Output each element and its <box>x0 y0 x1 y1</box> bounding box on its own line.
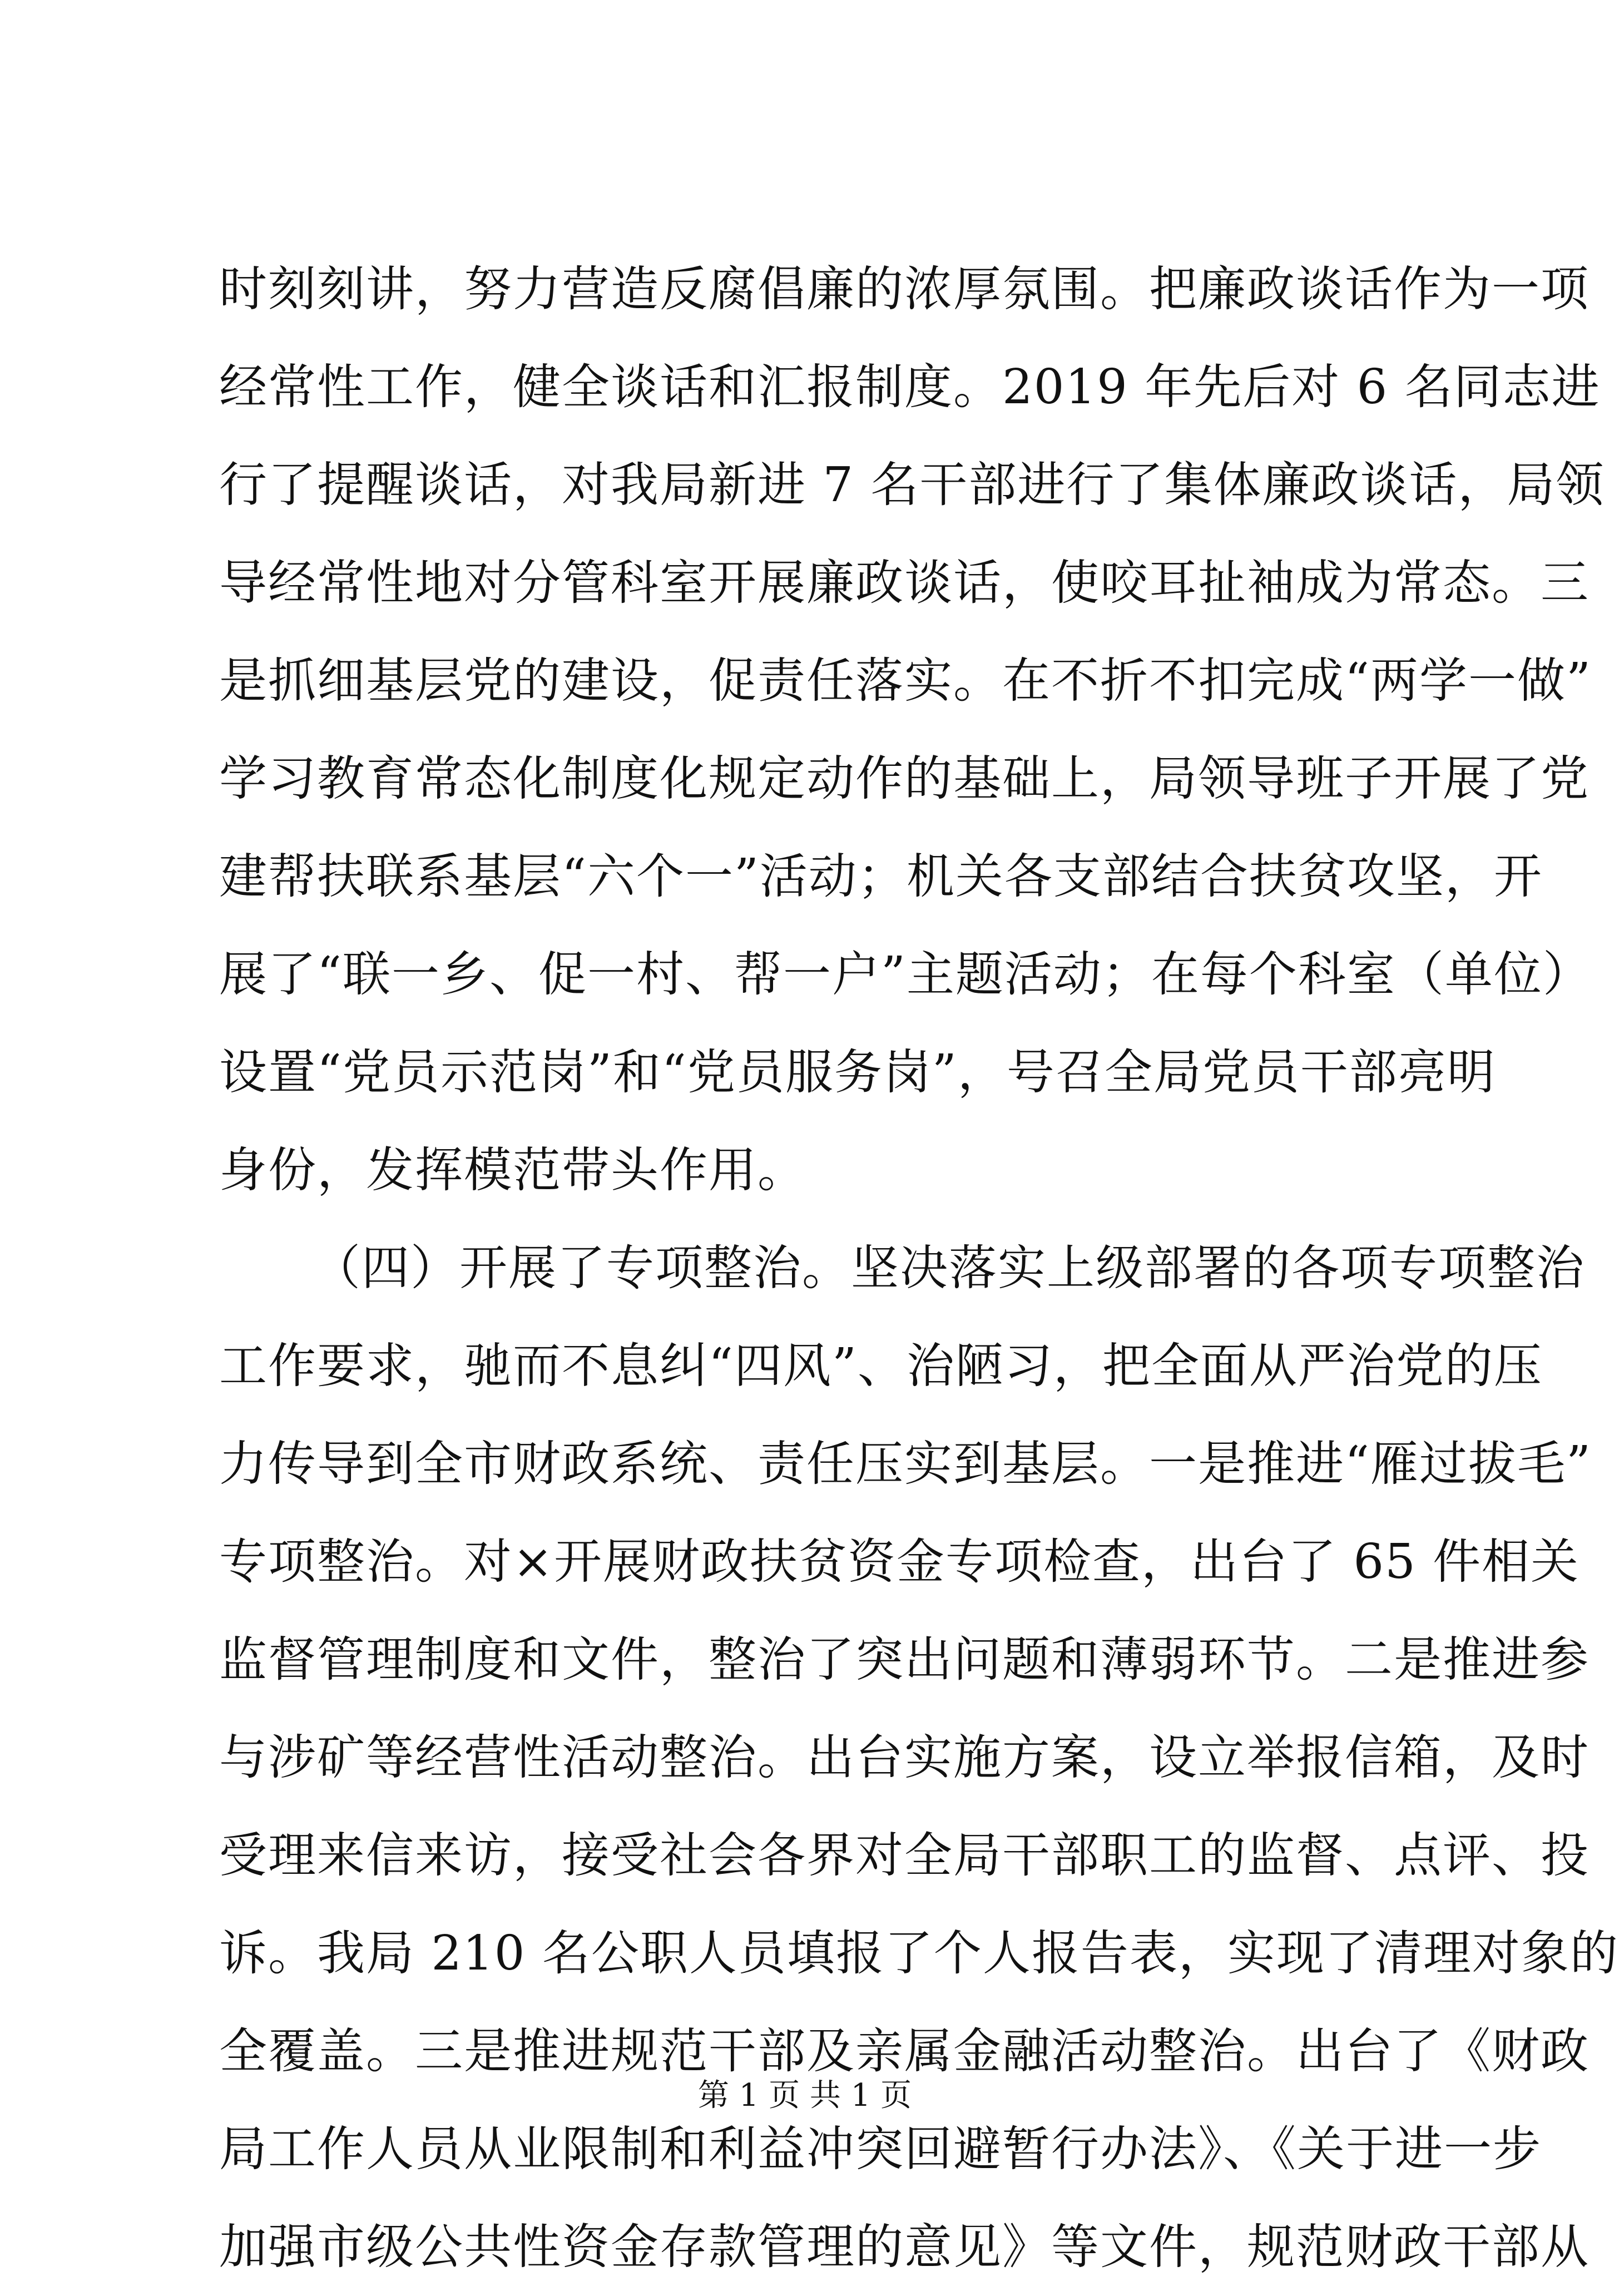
text-line: 专项整治。对×开展财政扶贫资金专项检查，出台了 65 件相关 <box>219 1534 1580 1590</box>
section-heading-line: （四）开展了专项整治。坚决落实上级部署的各项专项整治 <box>313 1240 1585 1296</box>
text-line: 展了“联一乡、促一村、帮一户”主题活动；在每个科室（单位） <box>219 947 1592 1002</box>
text-line: 设置“党员示范岗”和“党员服务岗”，号召全局党员干部亮明 <box>219 1045 1496 1100</box>
text-line: 与涉矿等经营性活动整治。出台实施方案，设立举报信箱，及时 <box>219 1730 1590 1785</box>
text-line: 受理来信来访，接受社会各界对全局干部职工的监督、点评、投 <box>219 1828 1590 1883</box>
text-line: 工作要求，驰而不息纠“四风”、治陋习，把全面从严治党的压 <box>219 1338 1543 1394</box>
text-line: 导经常性地对分管科室开展廉政谈话，使咬耳扯袖成为常态。三 <box>219 555 1590 611</box>
text-line: 全覆盖。三是推进规范干部及亲属金融活动整治。出台了《财政 <box>219 2023 1590 2079</box>
text-line: 是抓细基层党的建设，促责任落实。在不折不扣完成“两学一做” <box>219 653 1592 709</box>
body-text <box>219 240 1619 2296</box>
text-line: 行了提醒谈话，对我局新进 7 名干部进行了集体廉政谈话，局领 <box>219 457 1605 513</box>
text-line: 诉。我局 210 名公职人员填报了个人报告表，实现了清理对象的 <box>219 1926 1619 1981</box>
page-footer: 第 1 页 共 1 页 <box>697 2077 912 2114</box>
text-line: 加强市级公共性资金存款管理的意见》等文件，规范财政干部从 <box>219 2219 1590 2275</box>
text-line: 时刻刻讲，努力营造反腐倡廉的浓厚氛围。把廉政谈话作为一项 <box>219 261 1590 317</box>
text-line: 身份，发挥模范带头作用。 <box>219 1142 806 1198</box>
text-line: 建帮扶联系基层“六个一”活动；机关各支部结合扶贫攻坚，开 <box>219 849 1543 904</box>
text-line: 学习教育常态化制度化规定动作的基础上，局领导班子开展了党 <box>219 751 1590 806</box>
text-line: 力传导到全市财政系统、责任压实到基层。一是推进“雁过拔毛” <box>219 1436 1592 1492</box>
text-line: 监督管理制度和文件，整治了突出问题和薄弱环节。二是推进参 <box>219 1632 1590 1688</box>
text-line: 局工作人员从业限制和利益冲突回避暂行办法》、《关于进一步 <box>219 2121 1542 2177</box>
text-line: 经常性工作，健全谈话和汇报制度。2019 年先后对 6 名同志进 <box>219 359 1601 415</box>
